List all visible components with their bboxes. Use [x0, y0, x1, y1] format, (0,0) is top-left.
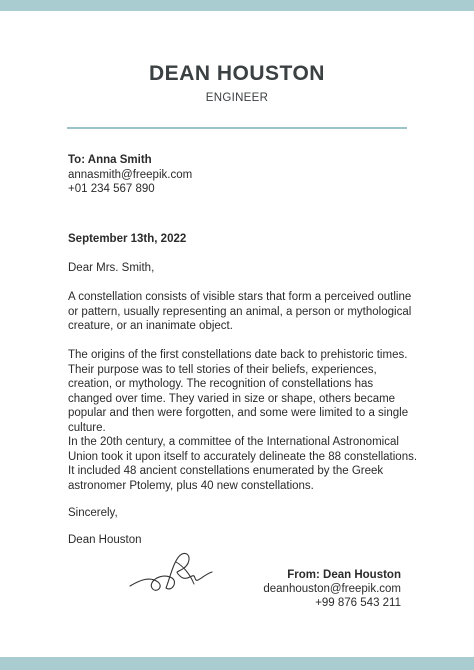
body-paragraph-2: The origins of the first constellations date back to prehistoric times. Their purpose was to tell stories of their beliefs, experiences, creation, or mythology. The recognition of constellations has changed over time. They varied in size or shape, others became popular and then were forgotten, and some were limited to a single culture. [68, 349, 409, 434]
sender-phone: +99 876 543 211 [315, 596, 401, 609]
recipient-email: annasmith@freepik.com [68, 168, 193, 181]
sender-block [263, 569, 401, 610]
handwritten-signature [128, 548, 218, 598]
letter-date: September 13th, 2022 [68, 233, 187, 245]
body-paragraph-1: A constellation consists of visible stars that form a perceived outline or pattern, usually representing an animal, a person or mythological creature, or an inanimate object. [68, 291, 412, 333]
closing: Sincerely, [68, 507, 118, 519]
recipient-name: To: Anna Smith [68, 154, 152, 166]
top-accent-band [0, 0, 474, 11]
letterhead [0, 62, 474, 104]
body-paragraph-3: In the 20th century, a committee of the International Astronomical Union took it upon itself to accurately delineate the 88 constellations. It included 48 ancient constellations enumerated by the Greek astronomer Ptolemy, plus 40 new constellations. [68, 436, 418, 492]
bottom-accent-band [0, 657, 474, 670]
sender-name-heading: DEAN HOUSTON [149, 62, 325, 85]
recipient-block [68, 153, 192, 197]
recipient-phone: +01 234 567 890 [68, 183, 155, 195]
header-divider [67, 127, 407, 129]
sender-job-title: ENGINEER [205, 92, 269, 104]
salutation: Dear Mrs. Smith, [68, 262, 155, 274]
sender-email: deanhouston@freepik.com [263, 582, 401, 595]
signer-name: Dean Houston [68, 534, 142, 546]
sender-from: From: Dean Houston [287, 569, 401, 581]
